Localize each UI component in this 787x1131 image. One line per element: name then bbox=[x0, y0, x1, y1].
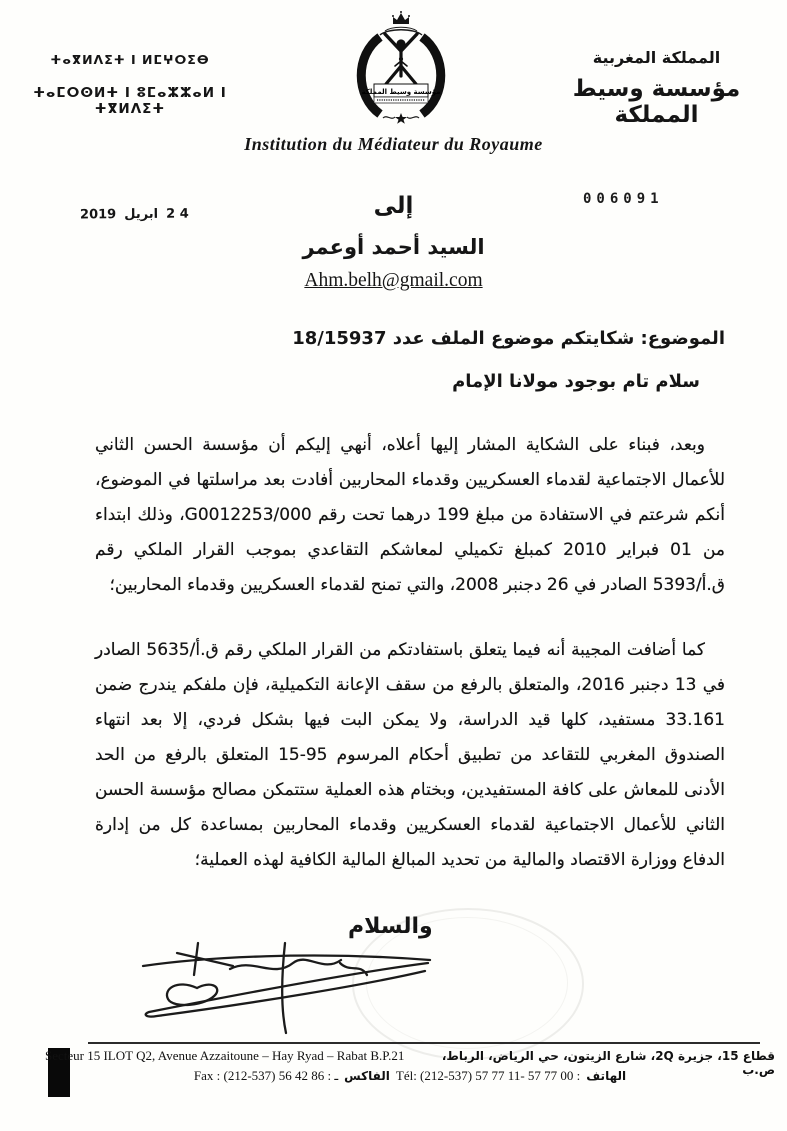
reference-number-stamp: 006091 bbox=[583, 191, 664, 207]
date-stamp-month: ابريل bbox=[124, 206, 159, 223]
mediator-institution-logo bbox=[330, 10, 472, 138]
handwritten-signature bbox=[135, 933, 435, 1038]
footer-contact-line bbox=[45, 1068, 775, 1084]
subject-line: الموضوع: شكايتكم موضوع الملف عدد 18/15937 bbox=[292, 328, 725, 349]
date-stamp-day: 2 4 bbox=[166, 206, 189, 222]
footer-divider bbox=[88, 1042, 760, 1044]
footer-address-ar: قطاع 15، جزيرة 2Q، شارع الزيتون، حي الرياض، الرباط، ص.ب bbox=[441, 1049, 775, 1077]
tifinagh-kingdom: ⵜⴰⴳⵍⴷⵉⵜ ⵏ ⵍⵎⵖⵔⵉⴱ bbox=[50, 52, 210, 67]
emblem-star-icon bbox=[395, 113, 407, 124]
emblem-figure-icon bbox=[385, 34, 417, 84]
institution-title-ar: مؤسسة وسيط المملكة bbox=[572, 76, 741, 128]
footer-fax-label-ar: الفاكس bbox=[344, 1069, 390, 1083]
emblem-crown-icon bbox=[392, 11, 410, 24]
footer-address-fr: Secteur 15 ILOT Q2, Avenue Azzaitoune – Hay Ryad – Rabat B.P.21 bbox=[45, 1048, 405, 1063]
tifinagh-institution: ⵜⴰⵎⵔⵙⵍⵜ ⵏ ⵓⵎⴰⵣⵣⴰⵍ ⵏ ⵜⴳⵍⴷⵉⵜ bbox=[33, 85, 227, 117]
emblem-band-text: مؤسسة وسيط المملكة bbox=[361, 88, 441, 96]
footer-fax: Fax : (212-537) 56 42 86 : ـ bbox=[193, 1068, 339, 1083]
footer-tel: Tél: (212-537) 57 77 11- 57 77 00 : bbox=[395, 1068, 581, 1083]
date-stamp-year: 2019 bbox=[79, 207, 117, 223]
arabic-header bbox=[544, 48, 769, 128]
footer-tel-label-ar: الهاتف bbox=[586, 1069, 627, 1083]
body-paragraph-2: كما أضافت المجيبة أنه فيما يتعلق باستفادتكم من القرار الملكي رقم ق.أ/5635 الصادر في 13 دجنبر 2016، والمتعلق بالرفع من سقف الإعانة التكميلية، فإن ملفكم يندرج ضمن 33.161 مستفيد، كلها قيد الدراسة، ولا يمكن البت فيها بشكل فردي، إلا بعد انتهاء الصندوق المغربي للتقاعد من تطبيق أحكام المرسوم ‎15-95‎ المتعلق بالرفع من الحد الأدنى للمعاش على كافة المستفيدين، وبختام هذه العملية ستتمكن مصالح مؤسسة الحسن الثاني للأعمال الاجتماعية لقدماء العسكريين وقدماء المحاربين بمساعدة كل من إدارة الدفاع ووزارة الاقتصاد والمالية من تحديد المبالغ المالية الكافية لهذه العملية؛ bbox=[95, 640, 725, 870]
closing-salutation: والسلام bbox=[348, 914, 433, 939]
body-paragraph-1: وبعد، فبناء على الشكاية المشار إليها أعلاه، أنهي إليكم أن مؤسسة الحسن الثاني للأعمال الاجتماعية لقدماء العسكريين وقدماء المحاربين أفادت بعد مراسلتها في الموضوع، أنكم شرعتم في الاستفادة من مبلغ 199 درهما تحت رقم G0012253/000، وذلك ابتداء من 01 فبراير 2010 كمبلغ تكميلي لمعاشكم التقاعدي بموجب القرار الملكي رقم ق.أ/5393 الصادر في 26 دجنبر 2008، والتي تمنح لقدماء العسكريين وقدماء المحاربين؛ bbox=[95, 435, 725, 595]
recipient-email: Ahm.belh@gmail.com bbox=[304, 270, 483, 291]
recipient-to-label: إلى bbox=[373, 193, 414, 219]
salutation-line: سلام تام بوجود مولانا الإمام bbox=[452, 371, 700, 392]
institution-title-fr: Institution du Médiateur du Royaume bbox=[244, 134, 543, 154]
recipient-name: السيد أحمد أوعمر bbox=[302, 235, 485, 259]
tifinagh-header bbox=[20, 52, 240, 117]
kingdom-title-ar: المملكة المغربية bbox=[592, 48, 721, 67]
